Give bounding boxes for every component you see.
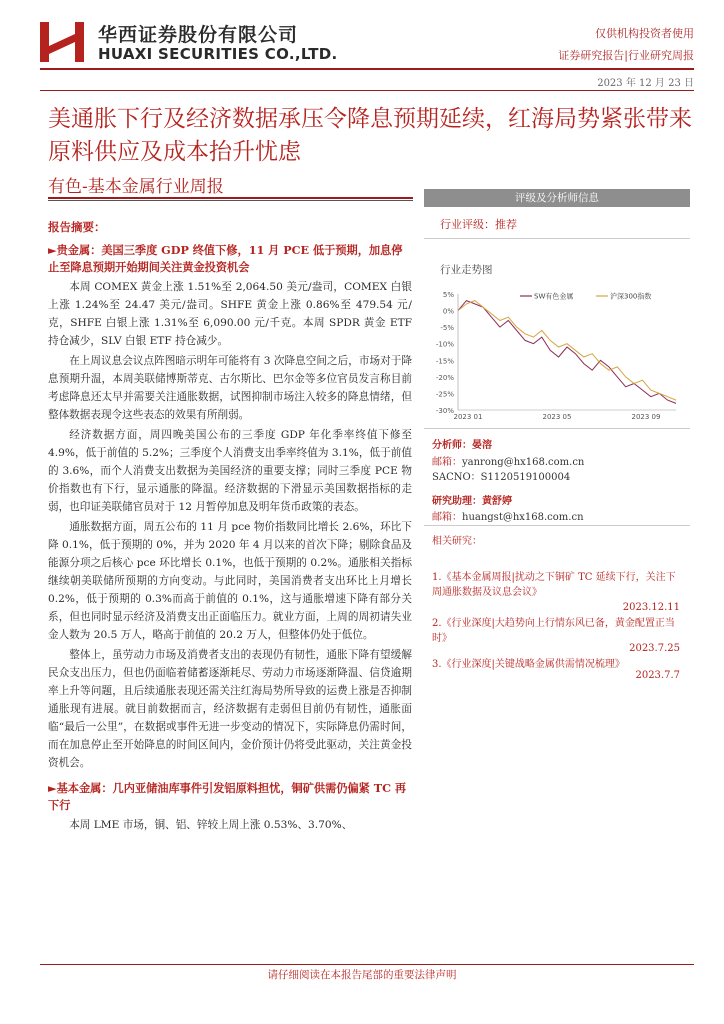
analyst-name: 晏溶 — [472, 440, 492, 451]
company-name-en: HUAXI SECURITIES CO.,LTD. — [98, 45, 338, 63]
summary-paragraph: 经济数据方面，周四晚美国公布的三季度 GDP 年化季率终值下修至 4.9%，低于前值的 5.2%；三季度个人消费支出季率终值为 3.1%，低于前值的 3.6%，而个人消费支出数据为美国经济的重要支撑；同时三季度 PCE 物价指数也有下行，显示通胀的降温。经济数据的下滑显示美国数据指标的走弱，也印证美联储官员对于 12 月暂停加息及明年货币政策的表态。 — [48, 429, 412, 513]
header-divider — [40, 68, 694, 70]
related-item-date: 2023.7.7 — [635, 670, 680, 681]
legal-notice[interactable]: 请仔细阅读在本报告尾部的重要法律声明 — [267, 969, 457, 981]
assistant-email-label: 邮箱： — [432, 512, 462, 523]
subtitle-underline — [48, 197, 413, 199]
summary-paragraph: 本周 LME 市场，铜、铝、锌较上周上涨 0.53%、3.70%、 — [69, 819, 353, 831]
assistant-line — [432, 492, 512, 507]
summary-paragraph: 通胀数据方面，周五公布的 11 月 pce 物价指数同比增长 2.6%，环比下降 0.1%，低于预期的 0%，并为 2020 年 4 月以来的首次下降；剔除食品及能源分项之后核心 pce 环比增长 0.1%，也低于预期的 0.2%。通胀相关指标继续朝美联储所预期的方向变动。与此同时，美国消费者支出环比上月增长 0.2%，低于预期的 0.3%而高于前值的 0.1%，这与通胀增速下降有部分关系，但也同时显示经济及消费支出正面临压力。就业方面，上周的周初请失业金人数为 20.5 万人，略高于前值的 20.2 万人，但整体仍处于低位。 — [48, 521, 412, 641]
related-item-date: 2023.7.25 — [629, 643, 680, 654]
industry-trend-chart — [424, 282, 690, 422]
y-tick-label: 0% — [442, 307, 454, 316]
x-tick-label: 2023 05 — [542, 413, 572, 421]
company-name-cn: 华西证券股份有限公司 — [98, 24, 299, 46]
summary-paragraph: 整体上，虽劳动力市场及消费者支出的表现仍有韧性，通胀下降有望缓解民众支出压力，但也仍面临着储蓄逐渐耗尽、劳动力市场逐渐降温、信贷逾期率上升等问题，且后续通胀表现还需关注红海局势所导致的运费上涨是否抑制通胀现有进展。就目前数据而言，经济数据有走弱但目前仍有韧性，通胀面临“最后一公里”，在数据或事件无进一步变动的情况下，实际降息仍需时间，而在加息停止至开始降息的时间区间内，金价预计仍将受此驱动，关注黄金投资机会。 — [48, 649, 412, 769]
rating-box-title: 评级及分析师信息 — [424, 189, 690, 207]
huaxi-logo-icon — [40, 22, 84, 62]
trend-chart-title: 行业走势图 — [440, 264, 493, 276]
y-tick-label: -25% — [435, 390, 454, 399]
y-tick-label: 5% — [442, 291, 454, 299]
report-type: 证券研究报告|行业研究周报 — [558, 49, 694, 62]
legend-label: 沪深300指数 — [610, 292, 652, 301]
summary-paragraph: 在上周议息会议点阵图暗示明年可能将有 3 次降息空间之后，市场对于降息预期升温，本周美联储博斯蒂克、古尔斯比、巴尔金等多位官员发言称目前考虑降息还太早并需要关注通胀数据，试图抑制市场注入较多的降息情绪，但整体数据表现令这些表态的效果有所削弱。 — [48, 355, 412, 421]
subtitle-underline-thin — [48, 200, 413, 201]
base-metals-heading: ►基本金属：几内亚储油库事件引发铝原料担忧，铜矿供需仍偏紧 TC 再下行 — [48, 781, 407, 812]
summary-column — [48, 218, 412, 836]
related-item[interactable]: 3.《行业深度|关键战略金属供需情况梳理》 — [432, 659, 625, 670]
precious-metals-heading: ►贵金属：美国三季度 GDP 终值下修，11 月 PCE 低于预期，加息停止至降息预期开始期间关注黄金投资机会 — [48, 243, 403, 274]
assistant-email-line — [432, 508, 584, 523]
x-tick-label: 2023 01 — [453, 413, 483, 421]
date-divider — [40, 90, 694, 91]
analyst-email-label: 邮箱： — [432, 457, 462, 468]
series-line — [458, 301, 676, 404]
industry-rating: 行业评级：推荐 — [440, 218, 517, 231]
report-subtitle: 有色-基本金属行业周报 — [48, 177, 224, 197]
y-tick-label: -15% — [435, 357, 454, 366]
report-title: 美通胀下行及经济数据承压令降息预期延续，红海局势紧张带来原料供应及成本抬升忧虑 — [48, 106, 692, 165]
analyst-divider — [424, 525, 690, 526]
y-tick-label: -30% — [435, 407, 454, 415]
analyst-sacno: SACNO：S1120519100004 — [432, 472, 571, 483]
report-date: 2023 年 12 月 23 日 — [597, 78, 694, 89]
y-tick-label: -10% — [435, 340, 454, 349]
assistant-email[interactable]: huangst@hx168.com.cn — [462, 512, 584, 523]
chart-divider — [424, 428, 690, 429]
audience-note: 仅供机构投资者使用 — [595, 27, 694, 40]
analyst-email[interactable]: yanrong@hx168.com.cn — [462, 457, 585, 468]
related-item-date: 2023.12.11 — [622, 602, 680, 613]
legend-label: SW有色金属 — [534, 292, 574, 301]
analyst-email-line — [432, 453, 584, 468]
y-tick-label: -20% — [435, 373, 454, 382]
assistant-name: 黄舒婷 — [482, 496, 512, 507]
summary-paragraph: 本周 COMEX 黄金上涨 1.51%至 2,064.50 美元/盎司，COMEX 白银上涨 1.24%至 24.47 美元/盎司。SHFE 黄金上涨 0.86%至 479.54 元/克，SHFE 白银上涨 1.31%至 6,090.00 元/千克。本周 SPDR 黄金 ETF 持仓减少，SLV 白银 ETF 持仓减少。 — [48, 281, 412, 347]
related-research-title: 相关研究： — [432, 536, 482, 547]
footer-divider — [40, 964, 694, 965]
summary-heading: 报告摘要： — [48, 220, 106, 234]
analyst-line — [432, 436, 492, 451]
x-tick-label: 2023 09 — [631, 413, 661, 421]
related-item[interactable]: 1.《基本金属周报|扰动之下铜矿 TC 延续下行，关注下周通胀数据及议息会议》 — [432, 572, 676, 598]
analyst-label: 分析师： — [432, 440, 472, 451]
related-item[interactable]: 2.《行业深度|大趋势向上行情东风已备，黄金配置正当时》 — [432, 618, 675, 644]
y-tick-label: -5% — [440, 324, 454, 333]
assistant-label: 研究助理： — [432, 496, 482, 507]
rating-divider — [424, 238, 690, 239]
